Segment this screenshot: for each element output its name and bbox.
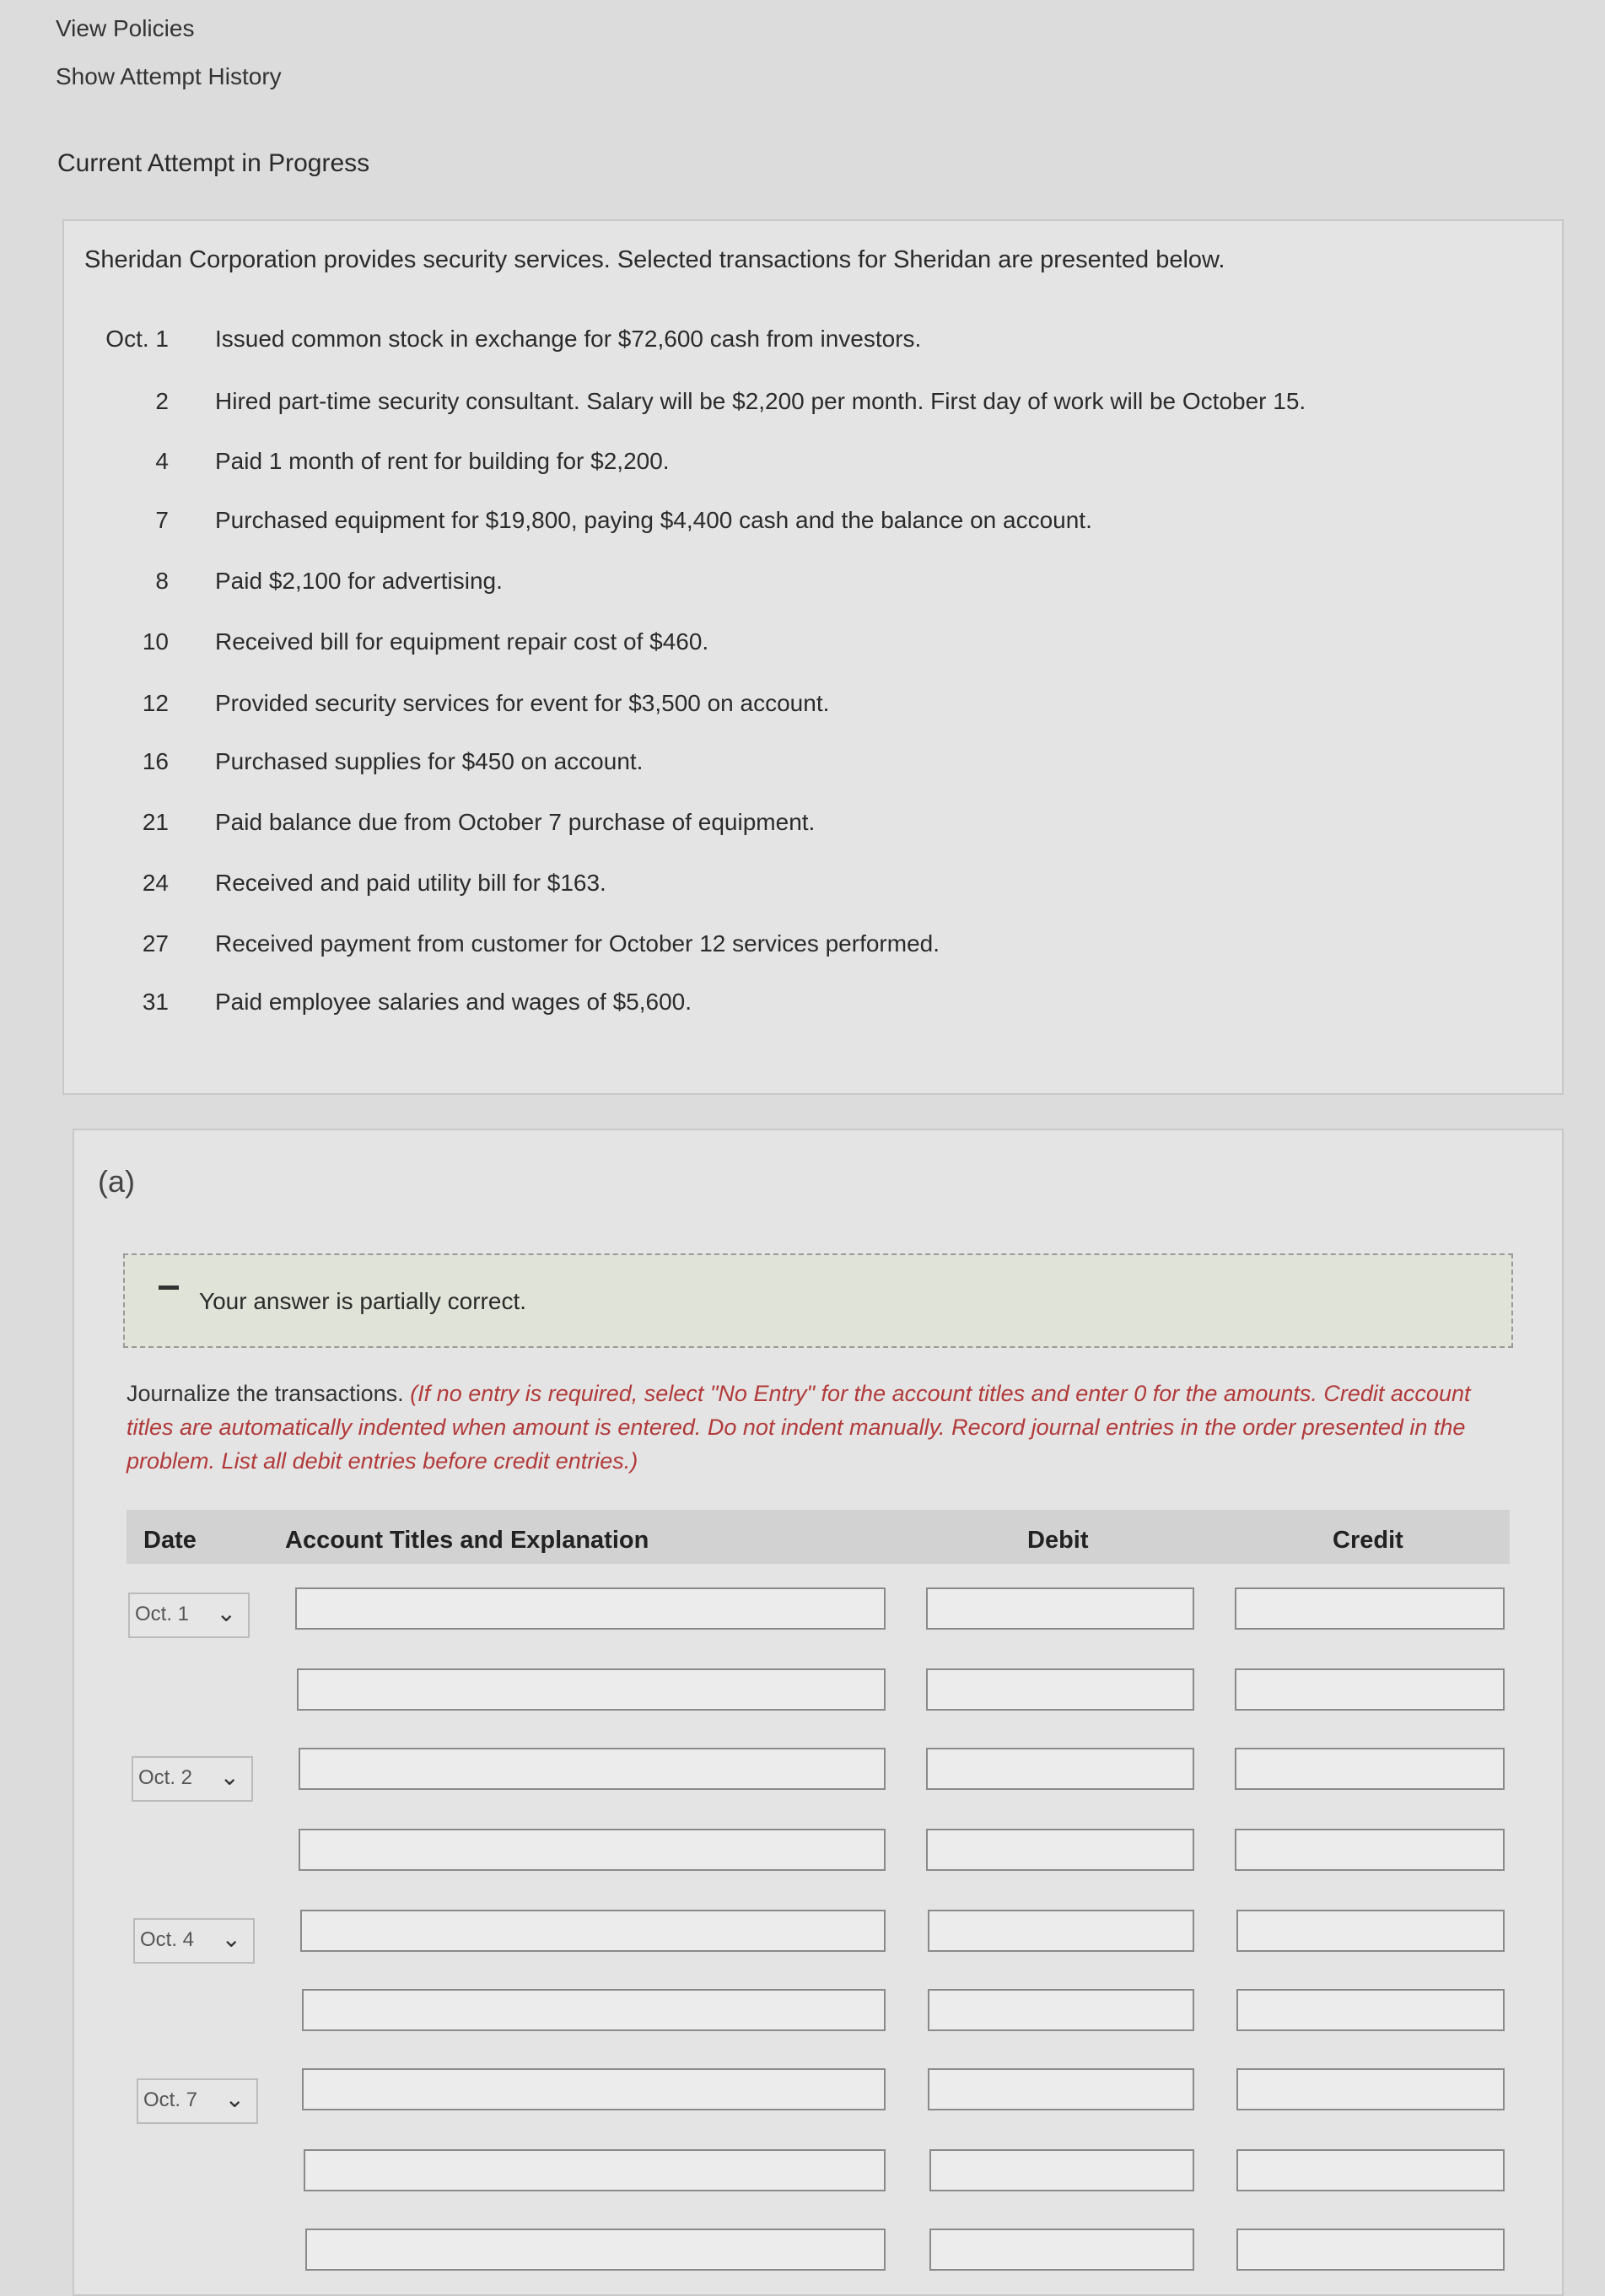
view-policies-link[interactable]: View Policies [56, 15, 195, 41]
account-title-input[interactable] [302, 1989, 886, 2031]
account-title-input[interactable] [297, 1668, 886, 1711]
instructions-emphasis: (If no entry is required, select "No Entry" for the account titles and enter 0 for the amounts. Credit account titles are automatically indented when amount is entered. Do not indent manually. Record journal entries in the order presented in the problem. List all debit entries before credit entries.) [127, 1381, 1471, 1474]
transaction-description: Received bill for equipment repair cost of $460. [215, 628, 709, 655]
transaction-date: 7 [155, 507, 169, 533]
transaction-date: 12 [142, 690, 169, 716]
debit-input[interactable] [926, 1829, 1194, 1871]
debit-input[interactable] [926, 1587, 1194, 1630]
current-attempt-heading: Current Attempt in Progress [57, 149, 370, 177]
credit-input[interactable] [1236, 2229, 1505, 2271]
transaction-date: 16 [142, 748, 169, 774]
transaction-description: Paid $2,100 for advertising. [215, 568, 503, 594]
account-title-input[interactable] [302, 2068, 886, 2110]
date-select-value: Oct. 4 [140, 1928, 195, 1951]
chevron-down-icon: ⌄ [219, 1764, 240, 1790]
transaction-date: 31 [142, 989, 169, 1015]
transaction-description: Provided security services for event for $3,500 on account. [215, 690, 830, 716]
transaction-date: 4 [155, 448, 169, 474]
chevron-down-icon: ⌄ [224, 2086, 245, 2112]
date-select-value: Oct. 1 [135, 1603, 190, 1625]
transaction-date: 2 [155, 388, 169, 414]
transaction-date: 24 [142, 870, 169, 896]
transaction-description: Received and paid utility bill for $163. [215, 870, 606, 896]
transaction-date: Oct. 1 [105, 326, 169, 352]
debit-input[interactable] [928, 2068, 1194, 2110]
date-select[interactable] [137, 2078, 258, 2124]
credit-column-header: Credit [1333, 1527, 1403, 1554]
debit-column-header: Debit [1027, 1527, 1089, 1554]
credit-input[interactable] [1236, 1910, 1505, 1952]
instructions [127, 1377, 1493, 1478]
chevron-down-icon: ⌄ [216, 1600, 236, 1626]
date-select[interactable] [132, 1756, 253, 1802]
chevron-down-icon: ⌄ [221, 1926, 241, 1952]
debit-input[interactable] [926, 1668, 1194, 1711]
problem-intro: Sheridan Corporation provides security services. Selected transactions for Sheridan are presented below. [84, 246, 1225, 273]
transaction-description: Paid employee salaries and wages of $5,600. [215, 989, 692, 1015]
debit-input[interactable] [928, 1989, 1194, 2031]
show-attempt-history-link[interactable]: Show Attempt History [56, 63, 282, 89]
account-title-input[interactable] [305, 2229, 886, 2271]
transaction-description: Received payment from customer for October 12 services performed. [215, 930, 940, 957]
date-column-header: Date [143, 1527, 197, 1554]
credit-input[interactable] [1236, 1989, 1505, 2031]
credit-input[interactable] [1235, 1748, 1505, 1790]
date-select-value: Oct. 2 [138, 1766, 193, 1789]
account-title-input[interactable] [300, 1910, 886, 1952]
credit-input[interactable] [1236, 2149, 1505, 2191]
transaction-date: 27 [142, 930, 169, 957]
account-title-input[interactable] [299, 1829, 886, 1871]
date-select[interactable] [128, 1593, 250, 1638]
transaction-description: Paid 1 month of rent for building for $2,200. [215, 448, 670, 474]
partial-correct-icon [159, 1285, 179, 1290]
debit-input[interactable] [929, 2149, 1194, 2191]
instructions-text: Journalize the transactions. [127, 1381, 411, 1406]
transaction-description: Issued common stock in exchange for $72,600 cash from investors. [215, 326, 922, 352]
credit-input[interactable] [1235, 1829, 1505, 1871]
part-a-label: (a) [98, 1164, 135, 1199]
debit-input[interactable] [929, 2229, 1194, 2271]
transaction-description: Hired part-time security consultant. Salary will be $2,200 per month. First day of work will be October 15. [215, 388, 1306, 414]
transaction-description: Purchased equipment for $19,800, paying $4,400 cash and the balance on account. [215, 507, 1092, 533]
feedback-message: Your answer is partially correct. [199, 1288, 527, 1314]
account-title-input[interactable] [304, 2149, 886, 2191]
debit-input[interactable] [928, 1910, 1194, 1952]
transaction-description: Purchased supplies for $450 on account. [215, 748, 644, 774]
transaction-date: 10 [142, 628, 169, 655]
transaction-date: 8 [155, 568, 169, 594]
date-select-value: Oct. 7 [143, 2088, 198, 2111]
account-column-header: Account Titles and Explanation [285, 1527, 649, 1554]
credit-input[interactable] [1235, 1587, 1505, 1630]
credit-input[interactable] [1235, 1668, 1505, 1711]
debit-input[interactable] [926, 1748, 1194, 1790]
account-title-input[interactable] [299, 1748, 886, 1790]
date-select[interactable] [133, 1918, 255, 1964]
transaction-description: Paid balance due from October 7 purchase of equipment. [215, 809, 816, 835]
account-title-input[interactable] [295, 1587, 886, 1630]
transaction-date: 21 [142, 809, 169, 835]
credit-input[interactable] [1236, 2068, 1505, 2110]
